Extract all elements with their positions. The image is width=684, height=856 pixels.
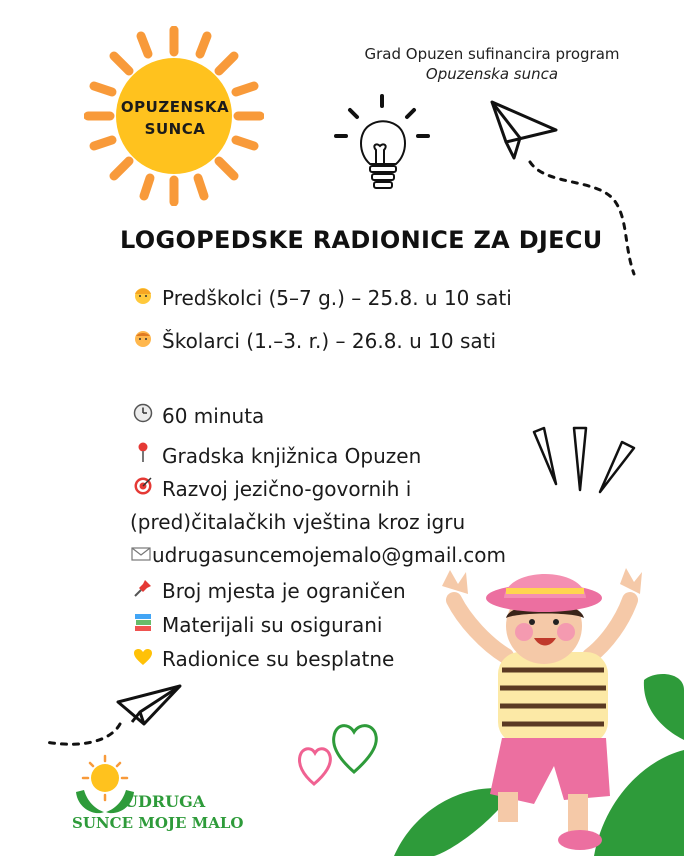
target-icon [130,476,156,501]
books-icon [130,612,156,637]
free-text: Radionice su besplatne [162,647,395,671]
free-row [130,647,394,671]
location-text: Gradska knjižnica Opuzen [162,444,422,468]
duration-row [130,403,264,428]
group-school [130,328,496,353]
pushpin-icon [130,578,156,603]
goal-text-1: Razvoj jezično-govornih i [162,477,412,501]
envelope-icon [130,546,152,567]
sponsor-text [336,44,648,84]
email-text: udrugasuncemojemalo@gmail.com [152,543,507,567]
sun-hands-logo-icon [70,752,140,822]
page-title: LOGOPEDSKE RADIONICE ZA DJECU [120,226,603,254]
badge-line-2: SUNCA [144,120,206,138]
sponsor-line-1: Grad Opuzen sufinancira program [364,45,620,63]
yellow-heart-icon [130,648,156,671]
badge-text [117,96,233,140]
paper-plane-icon [486,96,646,282]
clock-icon [130,403,156,428]
limited-text: Broj mjesta je ograničen [162,579,406,603]
paper-plane-icon-small [40,682,190,754]
sponsor-line-2: Opuzenska sunca [425,65,559,83]
limited-row [130,578,406,603]
logo-line-1: UDRUGA [124,792,206,811]
duration-text: 60 minuta [162,404,265,428]
child-illustration [394,560,684,856]
goal-row-2 [130,510,465,534]
goal-text-2: (pred)čitalačkih vještina kroz igru [130,510,466,534]
hearts-decoration [292,708,382,788]
pin-icon [130,441,156,468]
materials-text: Materijali su osigurani [162,613,383,637]
logo-line-2: SUNCE MOJE MALO [72,814,244,832]
association-logo [70,752,260,844]
group-preschool-text: Predškolci (5–7 g.) – 25.8. u 10 sati [162,286,512,310]
group-school-text: Školarci (1.–3. r.) – 26.8. u 10 sati [162,329,497,353]
materials-row [130,612,382,637]
spikes-decoration [530,424,640,496]
badge-line-1: OPUZENSKA [120,98,230,116]
goal-row [130,476,411,501]
child-face-icon [130,328,156,353]
group-preschool [130,285,512,310]
light-bulb-icon [332,92,432,200]
location-row [130,441,421,468]
child-face-icon [130,285,156,310]
